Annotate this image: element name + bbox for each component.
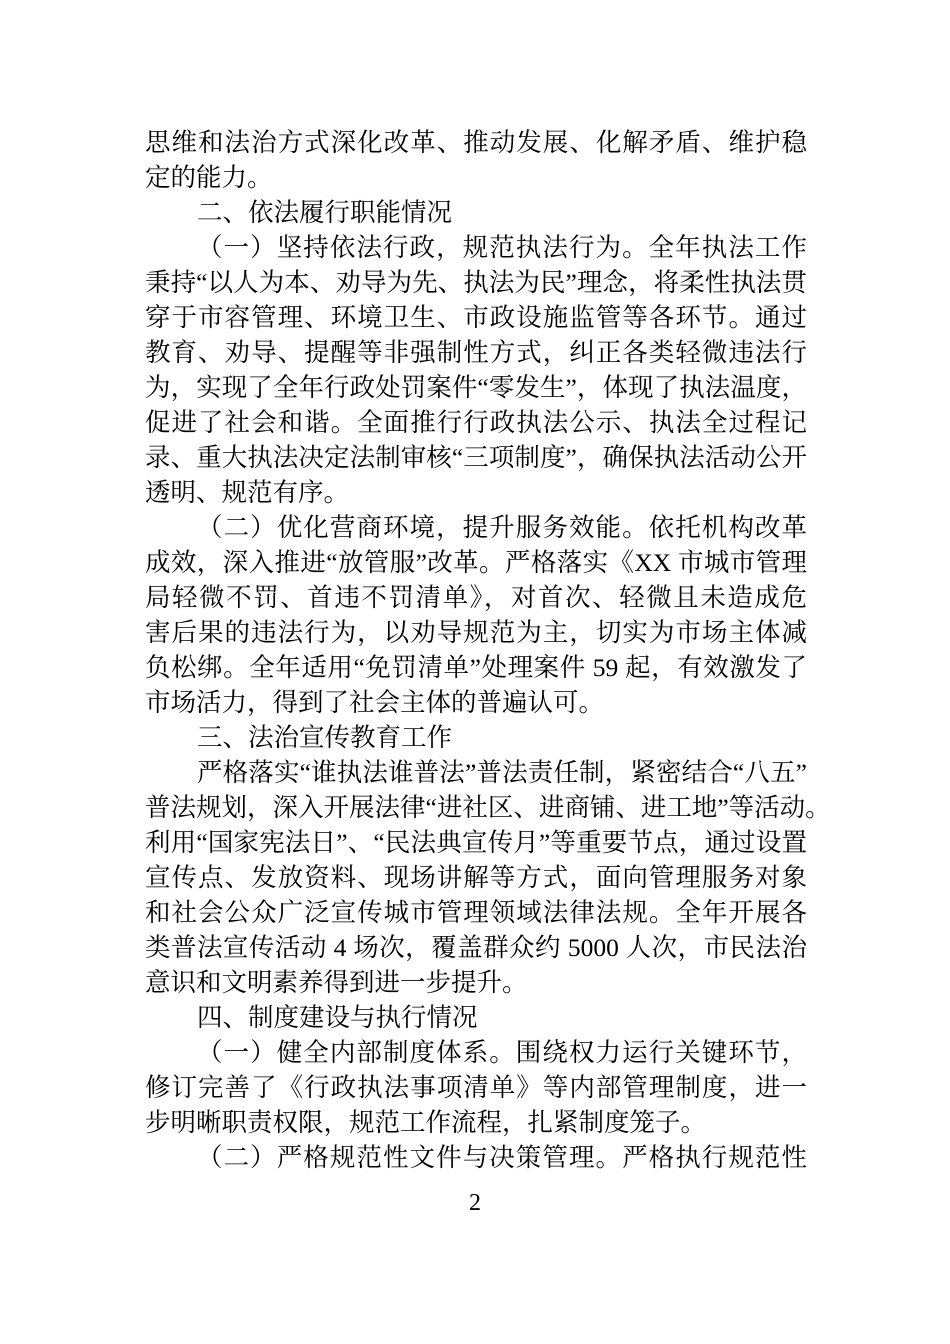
subsection-heading-line: （一）坚持依法行政，规范执法行为。全年执法工作 [197,233,807,262]
paragraph-line: 步明晰职责权限，规范工作流程，扎紧制度笼子。 [145,1108,707,1137]
paragraph-line: 透明、规范有序。 [145,478,350,507]
section-heading: 三、法治宣传教育工作 [197,723,453,752]
paragraph-line: 穿于市容管理、环境卫生、市政设施监管等各环节。通过 [145,303,807,332]
section-heading: 四、制度建设与执行情况 [197,1003,478,1032]
paragraph-line: 宣传点、发放资料、现场讲解等方式，面向管理服务对象 [145,863,807,892]
subsection-heading-line: （二）优化营商环境，提升服务效能。依托机构改革 [197,513,807,542]
paragraph-line: 定的能力。 [145,163,273,192]
paragraph-line: 秉持“以人为本、劝导为先、执法为民”理念，将柔性执法贯 [145,268,807,297]
paragraph-line: 促进了社会和谐。全面推行行政执法公示、执法全过程记 [145,408,807,437]
paragraph-line: 普法规划，深入开展法律“进社区、进商铺、进工地”等活动。 [145,793,831,822]
paragraph-line: 负松绑。全年适用“免罚清单”处理案件 59 起，有效激发了 [145,653,807,682]
subsection-heading-line: （一）健全内部制度体系。围绕权力运行关键环节， [197,1038,807,1067]
paragraph-line: 利用“国家宪法日”、“民法典宣传月”等重要节点，通过设置 [145,828,807,857]
paragraph-line: 类普法宣传活动 4 场次，覆盖群众约 5000 人次，市民法治 [145,933,807,962]
paragraph-line: 害后果的违法行为，以劝导规范为主，切实为市场主体减 [145,618,807,647]
paragraph-line: 意识和文明素养得到进一步提升。 [145,968,528,997]
paragraph-line: 和社会公众广泛宣传城市管理领域法律法规。全年开展各 [145,898,807,927]
paragraph-line: 局轻微不罚、首违不罚清单》，对首次、轻微且未造成危 [145,583,807,612]
document-body [145,125,831,1175]
subsection-heading-line: （二）严格规范性文件与决策管理。严格执行规范性 [197,1143,807,1172]
paragraph-line: 为，实现了全年行政处罚案件“零发生”，体现了执法温度， [145,373,807,402]
paragraph-line: 严格落实“谁执法谁普法”普法责任制，紧密结合“八五” [197,758,807,787]
paragraph-line: 市场活力，得到了社会主体的普遍认可。 [145,688,605,717]
page-number: 2 [469,1190,481,1216]
paragraph-line: 思维和法治方式深化改革、推动发展、化解矛盾、维护稳 [145,128,807,157]
paragraph-line: 修订完善了《行政执法事项清单》等内部管理制度，进一 [145,1073,807,1102]
paragraph-line: 成效，深入推进“放管服”改革。严格落实《XX 市城市管理 [145,548,807,577]
paragraph-line: 录、重大执法决定法制审核“三项制度”，确保执法活动公开 [145,443,807,472]
paragraph-line: 教育、劝导、提醒等非强制性方式，纠正各类轻微违法行 [145,338,807,367]
section-heading: 二、依法履行职能情况 [197,198,453,227]
